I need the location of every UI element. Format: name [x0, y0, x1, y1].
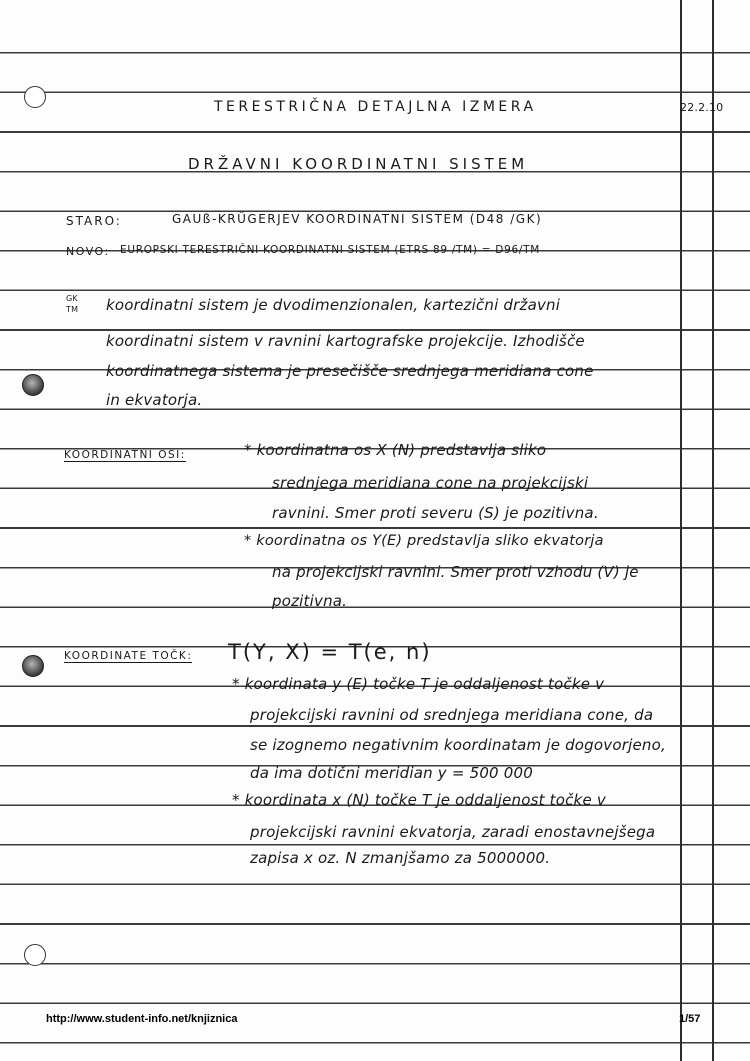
footer-url-link[interactable]: http://www.student-info.net/knjiznica	[46, 1013, 238, 1025]
intro-line: koordinatni sistem v ravnini kartografske projekcije. Izhodišče	[106, 332, 585, 350]
new-system-value: EUROPSKI TERESTRIČNI KOORDINATNI SISTEM (ETRS 89 /TM) = D96/TM	[120, 244, 540, 256]
points-line: projekcijski ravnini ekvatorja, zaradi enostavnejšega	[250, 823, 656, 841]
axes-line: pozitivna.	[272, 592, 348, 610]
points-heading: KOORDINATE TOČK:	[64, 650, 193, 662]
points-line: * koordinata y (E) točke T je oddaljenost točke v	[232, 675, 605, 693]
axes-line: * koordinatna os X (N) predstavlja sliko	[244, 441, 547, 459]
points-line: projekcijski ravnini od srednjega meridiana cone, da	[250, 706, 654, 724]
page-number: 1/57	[679, 1013, 701, 1025]
old-system-value: GAUß-KRÜGERJEV KOORDINATNI SISTEM (D48 /GK)	[172, 212, 543, 226]
points-line: da ima dotični meridian y = 500 000	[250, 764, 533, 782]
axes-line: ravnini. Smer proti severu (S) je pozitivna.	[272, 504, 599, 522]
points-line: zapisa x oz. N zmanjšamo za 5000000.	[250, 849, 551, 867]
punch-hole	[24, 86, 46, 108]
points-line: * koordinata x (N) točke T je oddaljenost točke v	[232, 791, 606, 809]
old-system-label: STARO:	[66, 214, 122, 228]
date: 22.2.10	[680, 101, 724, 114]
intro-marker: TM	[66, 305, 79, 314]
intro-line: in ekvatorja.	[106, 391, 203, 409]
points-formula: T(Y, X) = T(e, n)	[228, 640, 432, 664]
punch-hole	[22, 374, 44, 396]
intro-line: koordinatni sistem je dvodimenzionalen, kartezični državni	[106, 296, 561, 314]
axes-heading: KOORDINATNI OSI:	[64, 449, 186, 461]
new-system-label: NOVO:	[66, 245, 110, 258]
margin-line	[680, 0, 682, 1061]
subtitle: DRŽAVNI KOORDINATNI SISTEM	[188, 155, 529, 173]
axes-line: na projekcijski ravnini. Smer proti vzhodu (V) je	[272, 563, 639, 581]
points-line: se izognemo negativnim koordinatam je dogovorjeno,	[250, 736, 666, 754]
axes-line: srednjega meridiana cone na projekcijski	[272, 474, 589, 492]
page-title: TERESTRIČNA DETAJLNA IZMERA	[214, 99, 537, 115]
margin-line	[712, 0, 714, 1061]
punch-hole	[24, 944, 46, 966]
intro-line: koordinatnega sistema je presečišče srednjega meridiana cone	[106, 362, 594, 380]
punch-hole	[22, 655, 44, 677]
intro-marker: GK	[66, 294, 78, 303]
axes-line: * koordinatna os Y(E) predstavlja sliko ekvatorja	[244, 533, 604, 549]
